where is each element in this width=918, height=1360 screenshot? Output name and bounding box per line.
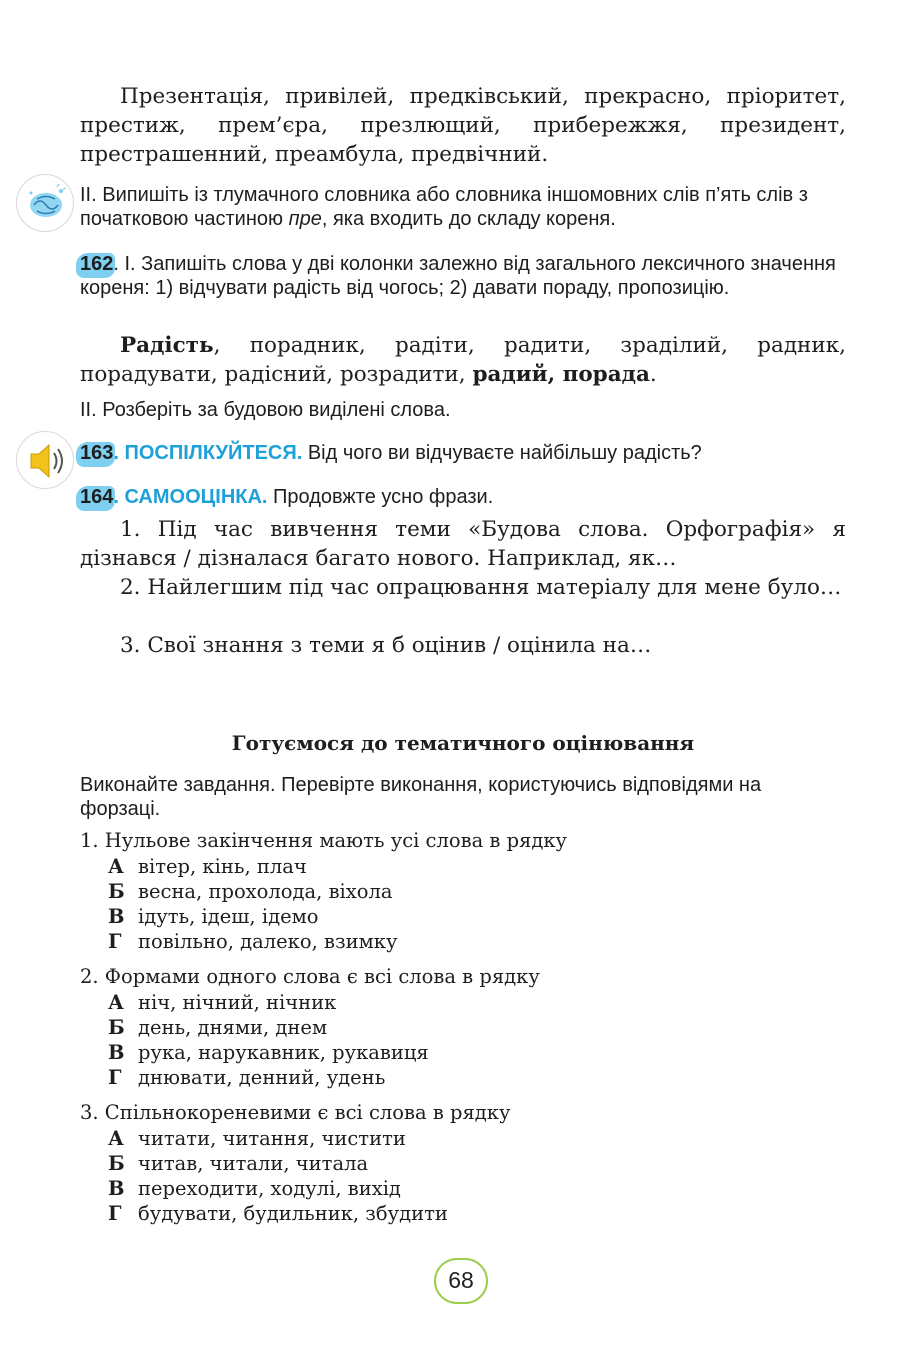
brain-search-icon — [16, 174, 74, 232]
question-text: 1. Нульове закінчення мають усі слова в рядку — [80, 829, 568, 852]
exercise-164-item-2: 2. Найлегшим під час опрацювання матеріалу для мене було… — [120, 575, 842, 600]
exercise-163: 163. ПОСПІЛКУЙТЕСЯ. Від чого ви відчуваєте найбільшу радість? — [80, 442, 702, 464]
speaker-icon — [16, 431, 74, 489]
option: Б день, днями, днем — [108, 1016, 328, 1039]
options-list — [108, 1126, 846, 1226]
options-list — [108, 854, 846, 954]
exercise-162-words: Радість, порадник, радіти, радити, зраділий, радник, порадувати, радісний, розрадити, радий, порада. — [80, 333, 846, 387]
options-list — [108, 990, 846, 1090]
exercise-label: . САМООЦІНКА. — [113, 486, 268, 508]
question-text: 3. Спільнокореневими є всі слова в рядку — [80, 1101, 511, 1124]
section-title: Готуємося до тематичного оцінювання — [231, 731, 695, 755]
question-2 — [80, 964, 846, 1090]
section-intro: Виконайте завдання. Перевірте виконання, користуючись відповідями на форзаці. — [80, 774, 762, 820]
option: Г будувати, будильник, збудити — [108, 1202, 448, 1225]
option: А вітер, кінь, плач — [108, 855, 307, 878]
exercise-162: 162. І. Запишіть слова у дві колонки залежно від загального лексичного значення кореня: 1) відчувати радість від чогось; 2) давати пораду, пропозицію. — [80, 253, 836, 299]
option: Г повільно, далеко, взимку — [108, 930, 398, 953]
exercise-number: 162 — [80, 253, 114, 275]
option: Г днювати, денний, удень — [108, 1066, 386, 1089]
question-3 — [80, 1100, 846, 1226]
question-text: 2. Формами одного слова є всі слова в рядку — [80, 965, 540, 988]
exercise-164-item-3: 3. Свої знання з теми я б оцінив / оцінила на… — [120, 633, 652, 658]
exercise-164-item-1: 1. Під час вивчення теми «Будова слова. Орфографія» я дізнався / дізналася багато нового. Наприклад, як… — [80, 517, 846, 571]
option: В ідуть, ідеш, ідемо — [108, 905, 319, 928]
question-1 — [80, 828, 846, 954]
word-list-paragraph: Презентація, привілей, предківський, прекрасно, пріоритет, престиж, прем’єра, презлющий, прибережжя, президент, престрашенний, преамбула, предвічний. — [80, 84, 846, 167]
option: В переходити, ходулі, вихід — [108, 1177, 401, 1200]
page-number: 68 — [434, 1258, 488, 1304]
task-2-instruction: ІІ. Випишіть із тлумачного словника або словника іншомовних слів п’ять слів з початковою частиною пре, яка входить до складу кореня. — [80, 184, 808, 230]
exercise-number: 164 — [80, 486, 114, 508]
exercise-162-part2: ІІ. Розберіть за будовою виділені слова. — [80, 399, 451, 421]
option: А ніч, нічний, нічник — [108, 991, 337, 1014]
exercise-label: . ПОСПІЛКУЙТЕСЯ. — [113, 442, 303, 464]
option: В рука, нарукавник, рукавиця — [108, 1041, 429, 1064]
option: Б читав, читали, читала — [108, 1152, 369, 1175]
option: А читати, читання, чистити — [108, 1127, 406, 1150]
exercise-number: 163 — [80, 442, 114, 464]
option: Б весна, прохолода, віхола — [108, 880, 393, 903]
exercise-164: 164. САМООЦІНКА. Продовжте усно фрази. — [80, 486, 494, 508]
